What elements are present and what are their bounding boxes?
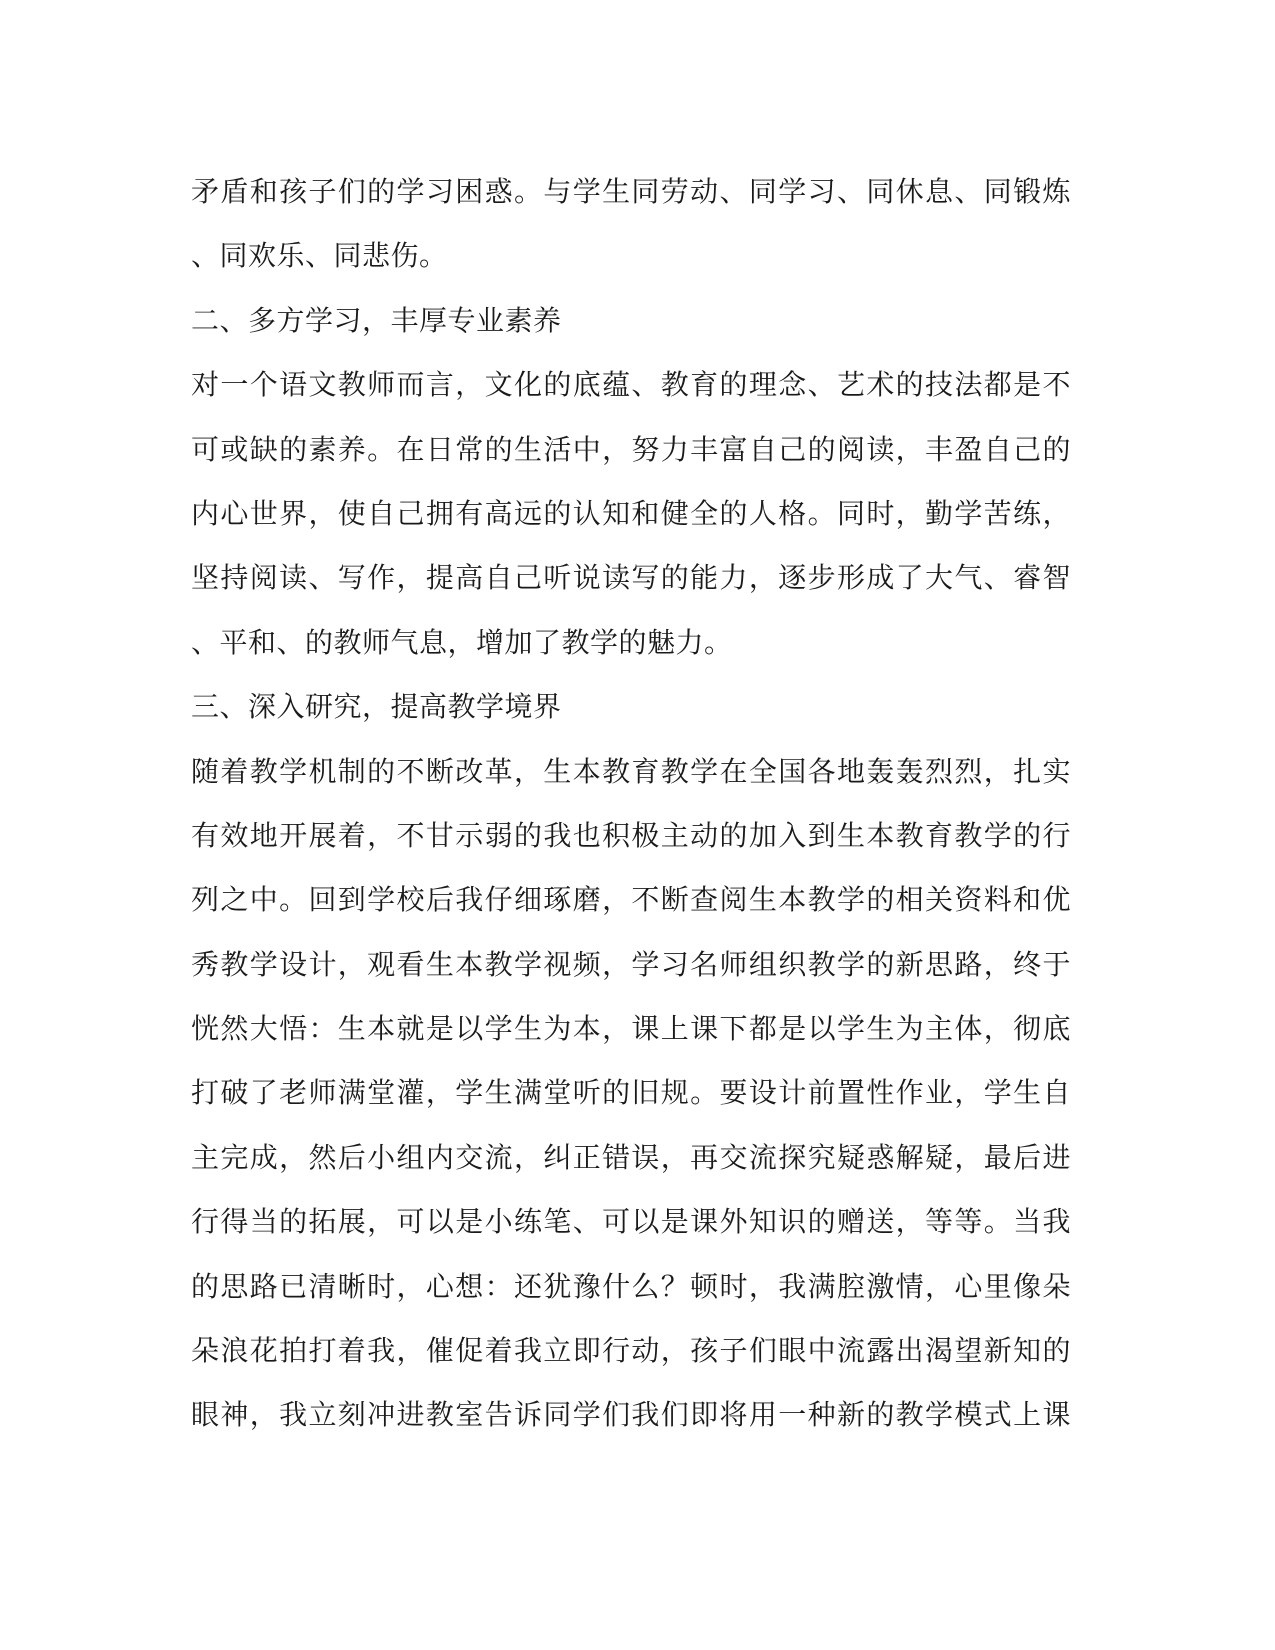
- text-line: 、同欢乐、同悲伤。: [191, 239, 448, 273]
- text-line: 矛盾和孩子们的学习困惑。与学生同劳动、同学习、同休息、同锻炼: [191, 175, 1071, 208]
- body-text: [191, 160, 1071, 1448]
- text-line: 恍然大悟：生本就是以学生为本，课上课下都是以学生为主体，彻底: [191, 1012, 1071, 1046]
- text-line: 秀教学设计，观看生本教学视频，学习名师组织教学的新思路，终于: [191, 947, 1071, 981]
- text-line: 、平和、的教师气息，增加了教学的魅力。: [191, 625, 733, 659]
- text-line: 坚持阅读、写作，提高自己听说读写的能力，逐步形成了大气、睿智: [191, 561, 1071, 595]
- text-line: 列之中。回到学校后我仔细琢磨，不断查阅生本教学的相关资料和优: [191, 883, 1071, 917]
- text-line: 眼神，我立刻冲进教室告诉同学们我们即将用一种新的教学模式上课: [191, 1398, 1071, 1432]
- text-line: 有效地开展着，不甘示弱的我也积极主动的加入到生本教育教学的行: [191, 818, 1071, 852]
- text-line: 行得当的拓展，可以是小练笔、可以是课外知识的赠送，等等。当我: [191, 1205, 1071, 1239]
- text-line: 对一个语文教师而言，文化的底蕴、教育的理念、艺术的技法都是不: [191, 368, 1071, 402]
- text-line: 的思路已清晰时，心想：还犹豫什么？顿时，我满腔激情，心里像朵: [191, 1269, 1071, 1303]
- section-heading: 二、多方学习，丰厚专业素养: [191, 303, 562, 337]
- text-line: 随着教学机制的不断改革，生本教育教学在全国各地轰轰烈烈，扎实: [191, 754, 1071, 788]
- text-line: 内心世界，使自己拥有高远的认知和健全的人格。同时，勤学苦练，: [191, 496, 1071, 530]
- text-line: 打破了老师满堂灌，学生满堂听的旧规。要设计前置性作业，学生自: [191, 1076, 1071, 1110]
- text-line: 主完成，然后小组内交流，纠正错误，再交流探究疑惑解疑，最后进: [191, 1140, 1071, 1174]
- text-line: 可或缺的素养。在日常的生活中，努力丰富自己的阅读，丰盈自己的: [191, 432, 1071, 466]
- text-line: 朵浪花拍打着我，催促着我立即行动，孩子们眼中流露出渴望新知的: [191, 1334, 1071, 1368]
- section-heading: 三、深入研究，提高教学境界: [191, 690, 562, 724]
